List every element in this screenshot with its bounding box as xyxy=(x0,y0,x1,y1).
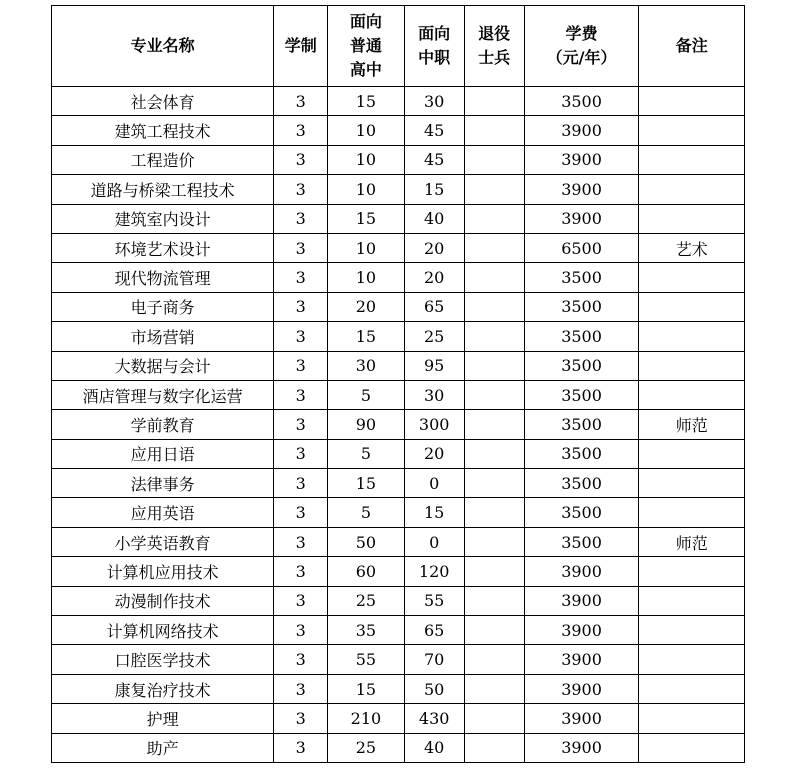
column-header-note xyxy=(639,6,745,87)
cell-note: 艺术 xyxy=(639,233,745,262)
cell-high-school: 30 xyxy=(328,351,405,380)
cell-high-school: 20 xyxy=(328,292,405,321)
cell-name: 计算机网络技术 xyxy=(52,616,274,645)
cell-high-school: 10 xyxy=(328,116,405,145)
cell-name: 电子商务 xyxy=(52,292,274,321)
cell-veterans xyxy=(464,292,524,321)
cell-vocational: 120 xyxy=(404,557,464,586)
column-header-name xyxy=(52,6,274,87)
cell-years: 3 xyxy=(274,175,328,204)
cell-tuition: 6500 xyxy=(524,233,639,262)
table-row xyxy=(52,586,745,615)
header-row xyxy=(52,6,745,87)
cell-vocational: 25 xyxy=(404,322,464,351)
cell-high-school: 15 xyxy=(328,204,405,233)
enrollment-table xyxy=(51,5,745,763)
cell-note xyxy=(639,586,745,615)
table-row xyxy=(52,204,745,233)
cell-note xyxy=(639,116,745,145)
cell-vocational: 30 xyxy=(404,380,464,409)
cell-note xyxy=(639,439,745,468)
cell-vocational: 300 xyxy=(404,410,464,439)
cell-vocational: 0 xyxy=(404,527,464,556)
cell-veterans xyxy=(464,380,524,409)
cell-tuition: 3900 xyxy=(524,145,639,174)
column-header-line: 专业名称 xyxy=(130,36,195,55)
cell-high-school: 90 xyxy=(328,410,405,439)
cell-tuition: 3900 xyxy=(524,645,639,674)
cell-note xyxy=(639,351,745,380)
cell-tuition: 3900 xyxy=(524,557,639,586)
cell-vocational: 45 xyxy=(404,145,464,174)
cell-veterans xyxy=(464,527,524,556)
cell-veterans xyxy=(464,233,524,262)
cell-tuition: 3900 xyxy=(524,116,639,145)
cell-vocational: 20 xyxy=(404,263,464,292)
cell-tuition: 3500 xyxy=(524,263,639,292)
cell-high-school: 210 xyxy=(328,704,405,733)
cell-tuition: 3900 xyxy=(524,733,639,762)
column-header-veterans xyxy=(464,6,524,87)
cell-note xyxy=(639,175,745,204)
cell-note xyxy=(639,263,745,292)
column-header-line: 退役 xyxy=(478,24,511,43)
cell-years: 3 xyxy=(274,351,328,380)
cell-note xyxy=(639,645,745,674)
table-row xyxy=(52,116,745,145)
cell-name: 法律事务 xyxy=(52,469,274,498)
cell-high-school: 50 xyxy=(328,527,405,556)
cell-years: 3 xyxy=(274,322,328,351)
cell-name: 道路与桥梁工程技术 xyxy=(52,175,274,204)
cell-vocational: 70 xyxy=(404,645,464,674)
cell-veterans xyxy=(464,498,524,527)
cell-vocational: 45 xyxy=(404,116,464,145)
cell-high-school: 35 xyxy=(328,616,405,645)
column-header-line: 学制 xyxy=(284,36,317,55)
cell-note xyxy=(639,733,745,762)
cell-name: 口腔医学技术 xyxy=(52,645,274,674)
cell-years: 3 xyxy=(274,87,328,116)
cell-note xyxy=(639,616,745,645)
cell-vocational: 40 xyxy=(404,733,464,762)
cell-tuition: 3900 xyxy=(524,674,639,703)
cell-veterans xyxy=(464,204,524,233)
cell-note xyxy=(639,322,745,351)
table-row xyxy=(52,175,745,204)
cell-tuition: 3900 xyxy=(524,616,639,645)
cell-high-school: 15 xyxy=(328,322,405,351)
table-body xyxy=(52,87,745,763)
cell-years: 3 xyxy=(274,233,328,262)
cell-high-school: 10 xyxy=(328,263,405,292)
cell-veterans xyxy=(464,674,524,703)
cell-note xyxy=(639,557,745,586)
cell-tuition: 3500 xyxy=(524,87,639,116)
cell-veterans xyxy=(464,410,524,439)
cell-name: 应用英语 xyxy=(52,498,274,527)
cell-name: 学前教育 xyxy=(52,410,274,439)
table-row xyxy=(52,145,745,174)
cell-note xyxy=(639,292,745,321)
cell-tuition: 3500 xyxy=(524,351,639,380)
cell-tuition: 3500 xyxy=(524,439,639,468)
cell-high-school: 5 xyxy=(328,439,405,468)
cell-name: 市场营销 xyxy=(52,322,274,351)
cell-veterans xyxy=(464,704,524,733)
cell-vocational: 55 xyxy=(404,586,464,615)
cell-name: 社会体育 xyxy=(52,87,274,116)
cell-name: 应用日语 xyxy=(52,439,274,468)
cell-name: 建筑室内设计 xyxy=(52,204,274,233)
column-header-line: 面向 xyxy=(418,24,451,43)
cell-high-school: 25 xyxy=(328,733,405,762)
column-header-line: 中职 xyxy=(418,48,451,67)
cell-high-school: 10 xyxy=(328,145,405,174)
table-row xyxy=(52,351,745,380)
cell-high-school: 55 xyxy=(328,645,405,674)
cell-note xyxy=(639,204,745,233)
table-row xyxy=(52,557,745,586)
cell-years: 3 xyxy=(274,586,328,615)
cell-name: 环境艺术设计 xyxy=(52,233,274,262)
cell-name: 小学英语教育 xyxy=(52,527,274,556)
cell-years: 3 xyxy=(274,674,328,703)
cell-vocational: 50 xyxy=(404,674,464,703)
cell-vocational: 0 xyxy=(404,469,464,498)
cell-note xyxy=(639,87,745,116)
cell-name: 酒店管理与数字化运营 xyxy=(52,380,274,409)
column-header-line: 学费 xyxy=(565,24,598,43)
cell-note: 师范 xyxy=(639,527,745,556)
cell-veterans xyxy=(464,469,524,498)
cell-years: 3 xyxy=(274,704,328,733)
cell-veterans xyxy=(464,263,524,292)
table-row xyxy=(52,469,745,498)
cell-years: 3 xyxy=(274,616,328,645)
cell-years: 3 xyxy=(274,469,328,498)
column-header-vocational xyxy=(404,6,464,87)
cell-note xyxy=(639,145,745,174)
cell-note xyxy=(639,498,745,527)
cell-tuition: 3900 xyxy=(524,175,639,204)
cell-high-school: 5 xyxy=(328,380,405,409)
column-header-line: 备注 xyxy=(675,36,708,55)
table-row xyxy=(52,498,745,527)
cell-name: 助产 xyxy=(52,733,274,762)
table-row xyxy=(52,322,745,351)
cell-years: 3 xyxy=(274,498,328,527)
cell-vocational: 65 xyxy=(404,616,464,645)
cell-vocational: 15 xyxy=(404,498,464,527)
table-row xyxy=(52,410,745,439)
cell-vocational: 20 xyxy=(404,233,464,262)
cell-tuition: 3900 xyxy=(524,704,639,733)
cell-veterans xyxy=(464,557,524,586)
cell-years: 3 xyxy=(274,410,328,439)
table-row xyxy=(52,616,745,645)
cell-vocational: 15 xyxy=(404,175,464,204)
cell-tuition: 3900 xyxy=(524,586,639,615)
cell-name: 护理 xyxy=(52,704,274,733)
cell-veterans xyxy=(464,616,524,645)
cell-years: 3 xyxy=(274,116,328,145)
column-header-line: 高中 xyxy=(349,60,382,79)
cell-high-school: 10 xyxy=(328,233,405,262)
column-header-line: 士兵 xyxy=(478,48,511,67)
cell-tuition: 3900 xyxy=(524,204,639,233)
cell-years: 3 xyxy=(274,557,328,586)
cell-tuition: 3500 xyxy=(524,292,639,321)
cell-high-school: 5 xyxy=(328,498,405,527)
cell-tuition: 3500 xyxy=(524,410,639,439)
cell-veterans xyxy=(464,322,524,351)
cell-high-school: 15 xyxy=(328,469,405,498)
cell-vocational: 40 xyxy=(404,204,464,233)
cell-tuition: 3500 xyxy=(524,380,639,409)
column-header-line: （元/年） xyxy=(546,48,617,67)
cell-high-school: 25 xyxy=(328,586,405,615)
table-row xyxy=(52,645,745,674)
table-row xyxy=(52,439,745,468)
cell-years: 3 xyxy=(274,439,328,468)
cell-years: 3 xyxy=(274,204,328,233)
cell-veterans xyxy=(464,145,524,174)
cell-veterans xyxy=(464,586,524,615)
cell-name: 计算机应用技术 xyxy=(52,557,274,586)
table-row xyxy=(52,380,745,409)
table-row xyxy=(52,292,745,321)
cell-years: 3 xyxy=(274,645,328,674)
table-row xyxy=(52,233,745,262)
cell-years: 3 xyxy=(274,292,328,321)
cell-note xyxy=(639,704,745,733)
cell-vocational: 30 xyxy=(404,87,464,116)
cell-note xyxy=(639,674,745,703)
cell-veterans xyxy=(464,87,524,116)
cell-tuition: 3500 xyxy=(524,322,639,351)
cell-veterans xyxy=(464,645,524,674)
table-row xyxy=(52,733,745,762)
cell-veterans xyxy=(464,175,524,204)
cell-vocational: 65 xyxy=(404,292,464,321)
cell-name: 建筑工程技术 xyxy=(52,116,274,145)
cell-veterans xyxy=(464,439,524,468)
column-header-high-school xyxy=(328,6,405,87)
cell-veterans xyxy=(464,116,524,145)
cell-name: 现代物流管理 xyxy=(52,263,274,292)
table-row xyxy=(52,674,745,703)
cell-tuition: 3500 xyxy=(524,469,639,498)
cell-note xyxy=(639,380,745,409)
cell-high-school: 10 xyxy=(328,175,405,204)
table-row xyxy=(52,527,745,556)
cell-years: 3 xyxy=(274,145,328,174)
cell-note xyxy=(639,469,745,498)
table-row xyxy=(52,87,745,116)
cell-name: 康复治疗技术 xyxy=(52,674,274,703)
column-header-line: 普通 xyxy=(349,36,382,55)
cell-veterans xyxy=(464,733,524,762)
column-header-tuition xyxy=(524,6,639,87)
cell-veterans xyxy=(464,351,524,380)
column-header-years xyxy=(274,6,328,87)
cell-tuition: 3500 xyxy=(524,527,639,556)
cell-vocational: 430 xyxy=(404,704,464,733)
cell-name: 动漫制作技术 xyxy=(52,586,274,615)
cell-high-school: 60 xyxy=(328,557,405,586)
column-header-line: 面向 xyxy=(349,12,382,31)
cell-high-school: 15 xyxy=(328,674,405,703)
cell-years: 3 xyxy=(274,733,328,762)
cell-high-school: 15 xyxy=(328,87,405,116)
table-row xyxy=(52,263,745,292)
cell-years: 3 xyxy=(274,263,328,292)
cell-tuition: 3500 xyxy=(524,498,639,527)
table-row xyxy=(52,704,745,733)
cell-years: 3 xyxy=(274,380,328,409)
cell-vocational: 20 xyxy=(404,439,464,468)
cell-note: 师范 xyxy=(639,410,745,439)
cell-name: 工程造价 xyxy=(52,145,274,174)
cell-years: 3 xyxy=(274,527,328,556)
cell-name: 大数据与会计 xyxy=(52,351,274,380)
cell-vocational: 95 xyxy=(404,351,464,380)
